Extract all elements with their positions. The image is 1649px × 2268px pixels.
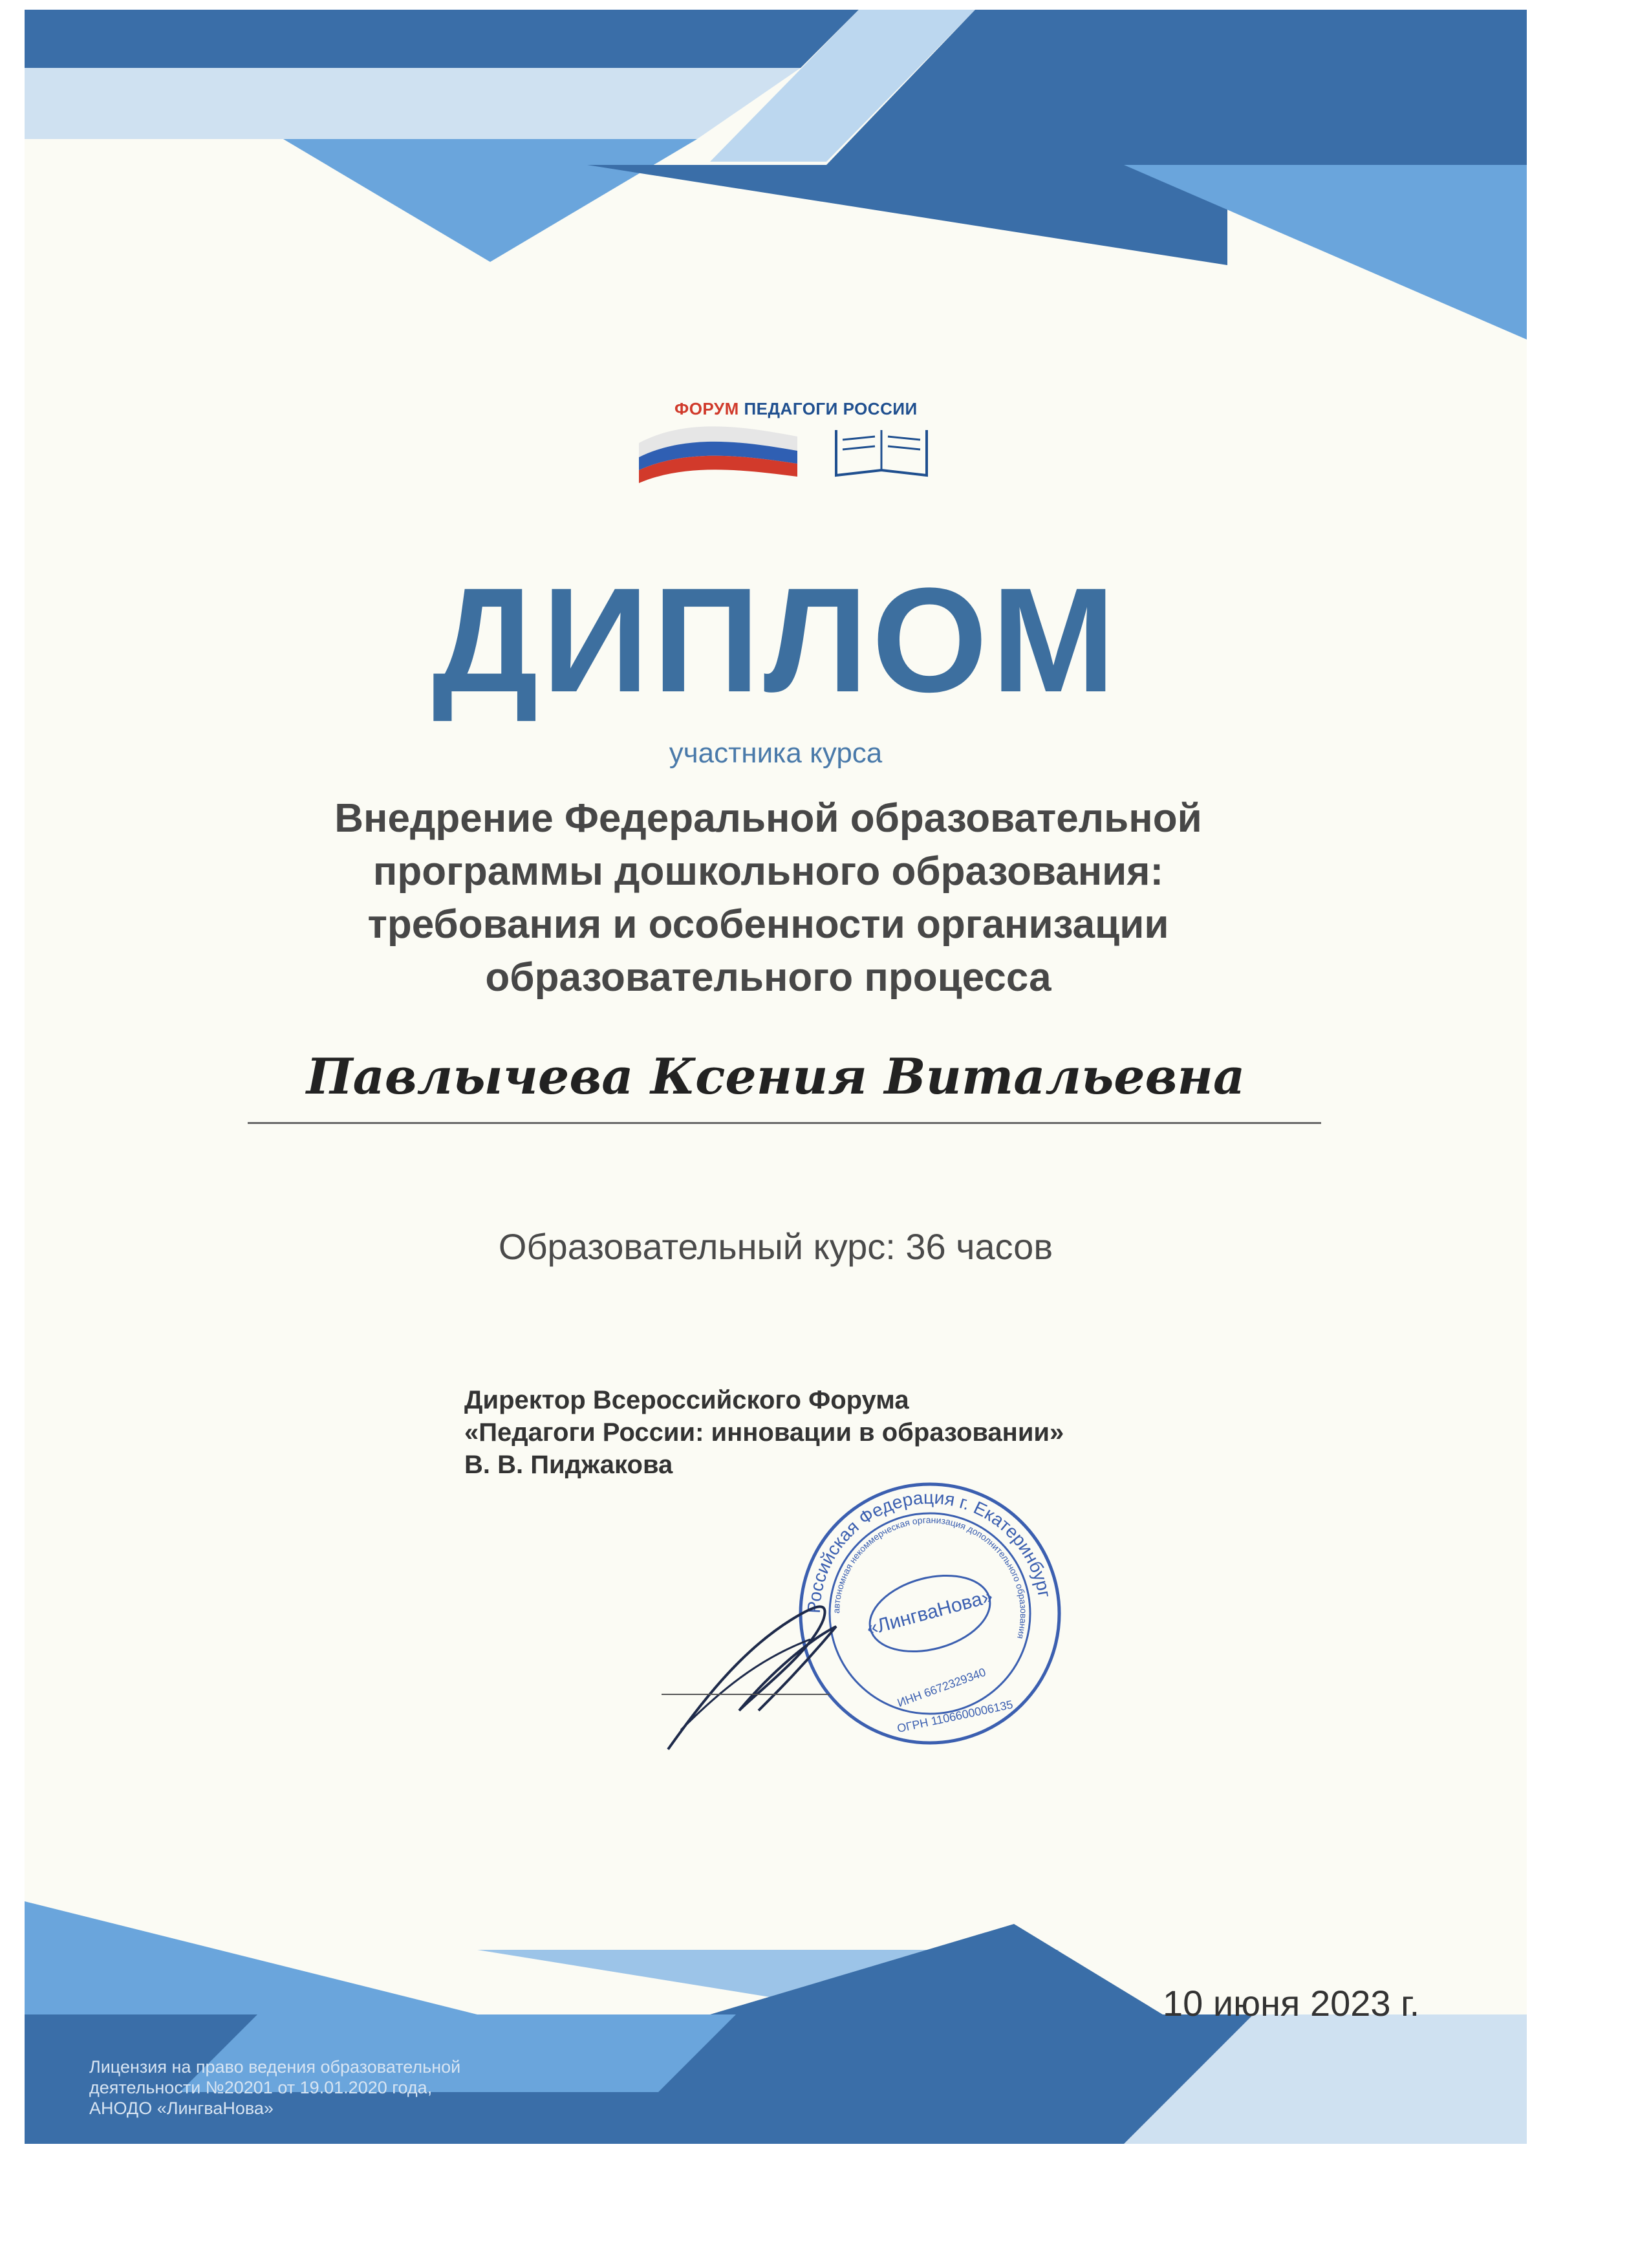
course-title-line: Внедрение Федеральной образовательной [334,796,1202,841]
svg-text:автономная некоммерческая орга: автономная некоммерческая организация дополнительного образования [830,1514,1029,1640]
director-block [464,1384,1064,1481]
director-title: Директор Всероссийского Форума [464,1386,909,1414]
license-line: АНОДО «ЛингваНова» [89,2099,274,2118]
logo-text: ФОРУМ ПЕДАГОГИ РОССИИ [674,399,918,418]
name-underline [248,1122,1321,1124]
svg-text:«ЛингваНова»: «ЛингваНова» [864,1585,995,1640]
svg-text:Российская Федерация г. Екатер: Российская Федерация г. Екатеринбург [803,1487,1055,1614]
diploma-sheet [25,10,1527,2144]
svg-text:ОГРН 1106600006135: ОГРН 1106600006135 [896,1698,1015,1735]
license-line: деятельности №20201 от 19.01.2020 года, [89,2078,433,2097]
recipient-name: Павлычева Ксения Витальевна [306,1048,1245,1105]
top-band-pale [25,68,801,139]
course-title [186,792,1350,1004]
flag-book-icon [636,391,946,488]
diploma-title: ДИПЛОМ [432,557,1119,723]
top-left-wedge [283,139,697,262]
diploma-subtitle: участника курса [669,737,883,769]
course-title-line: требования и особенности организации [367,902,1169,947]
license-line: Лицензия на право ведения образовательной [89,2057,461,2077]
course-title-line: образовательного процесса [485,955,1051,1000]
course-hours: Образовательный курс: 36 часов [498,1226,1053,1267]
director-name: В. В. Пиджакова [464,1451,673,1479]
top-right-triangle-dark [587,165,1227,265]
issue-date: 10 июня 2023 г. [1163,1983,1420,2024]
svg-text:ИНН 6672329340: ИНН 6672329340 [895,1665,988,1710]
top-band-dark [25,10,859,68]
license-info [89,2057,460,2119]
course-title-line: программы дошкольного образования: [372,849,1164,894]
director-signature [662,1562,868,1756]
forum-name: «Педагоги России: инновации в образовании» [464,1418,1064,1447]
forum-logo [636,391,946,488]
